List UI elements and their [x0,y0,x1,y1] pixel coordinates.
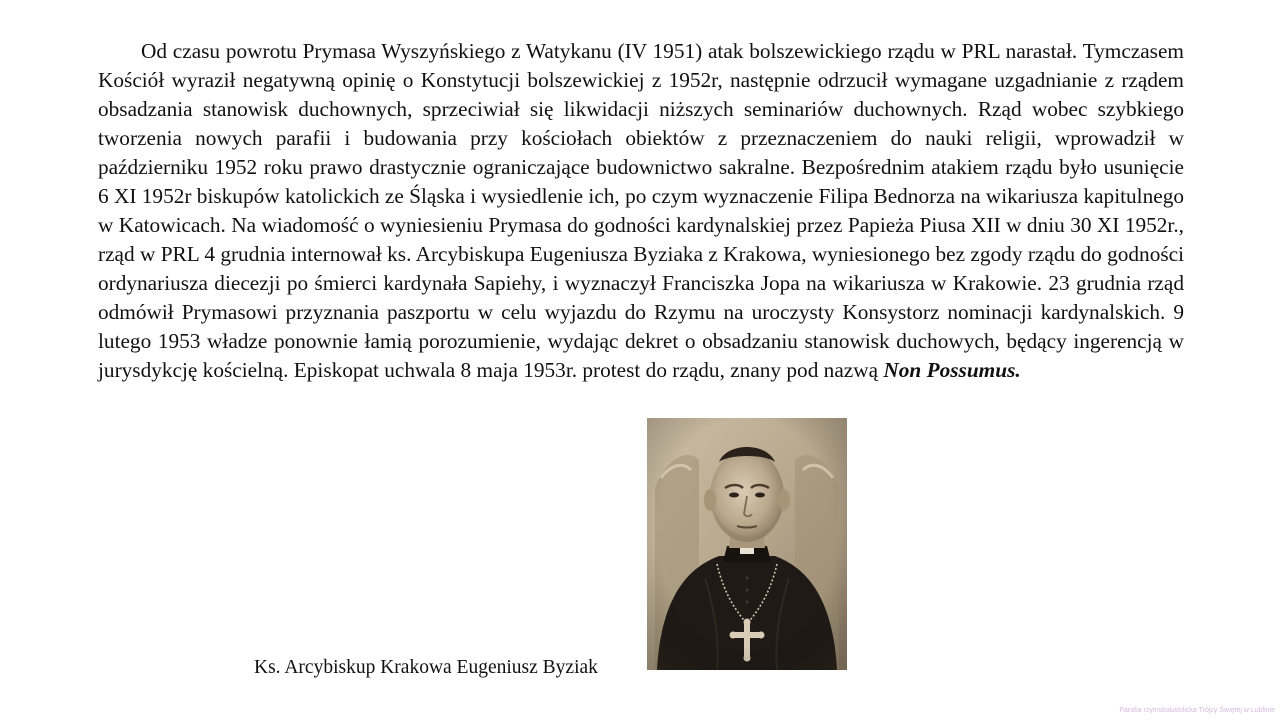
photo-caption: Ks. Arcybiskup Krakowa Eugeniusz Byziak [254,657,598,678]
portrait-photo-image [647,418,847,670]
article-text-end: . [1015,358,1021,382]
archbishop-portrait-photo [647,418,847,670]
footer-watermark: Parafia rzymskokatolicka Trójcy Świętej w Lublinie [1119,707,1275,714]
article-text [98,37,1184,385]
article-text-main: Od czasu powrotu Prymasa Wyszyńskiego z Watykanu (IV 1951) atak bolszewickiego rządu w PRL narastał. Tymczasem Kościół wyraził negatywną opinię o Konstytucji bolszewickiej z 1952r, następnie odrzucił wymagane uzgadnianie z rządem obsadzania stanowisk duchownych, sprzeciwiał się likwidacji niższych seminariów duchownych. Rząd wobec szybkiego tworzenia nowych parafii i budowania przy kościołach obiektów z przeznaczeniem do nauki religii, wprowadził w październiku 1952 roku prawo drastycznie ograniczające budownictwo sakralne. Bezpośrednim atakiem rządu było usunięcie 6 XI 1952r biskupów katolickich ze Śląska i wysiedlenie ich, po czym wyznaczenie Filipa Bednorza na wikariusza kapitulnego w Katowicach. Na wiadomość o wyniesieniu Prymasa do godności kardynalskiej przez Papieża Piusa XII w dniu 30 XI 1952r., rząd w PRL 4 grudnia internował ks. Arcybiskupa Eugeniusza Byziaka z Krakowa, wyniesionego bez zgody rządu do godności ordynariusza diecezji po śmierci kardynała Sapiehy, i wyznaczył Franciszka Jopa na wikariusza w Krakowie. 23 grudnia rząd odmówił Prymasowi przyznania paszportu w celu wyjazdu do Rzymu na uroczysty Konsystorz nominacji kardynalskich. 9 lutego 1953 władze ponownie łamią porozumienie, wydając dekret o obsadzaniu stanowisk duchowych, będący ingerencją w jurysdykcję kościelną. Episkopat uchwala 8 maja 1953r. protest do rządu, znany pod nazwą [98,39,1184,382]
non-possumus-emphasis: Non Possumus [883,358,1016,382]
